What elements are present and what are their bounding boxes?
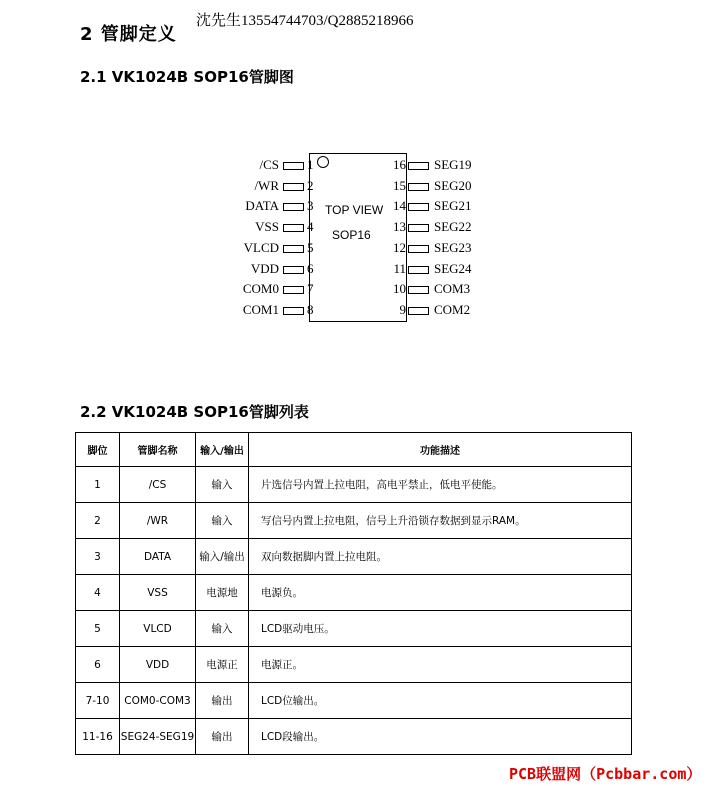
left-pin-number: 6 [307,260,314,276]
header-description: 功能描述 [249,433,632,467]
cell-pin-number: 1 [76,467,120,503]
cell-pin-name: COM0-COM3 [120,683,196,719]
cell-description: LCD驱动电压。 [249,611,632,647]
left-pin-name: /WR [254,177,279,193]
right-pin-number: 16 [393,157,406,172]
subheading-pin-diagram: 2.1 VK1024B SOP16管脚图 [80,68,294,86]
cell-pin-name: /WR [120,503,196,539]
watermark: PCB联盟网（Pcbbar.com） [509,765,702,783]
cell-pin-number: 6 [76,647,120,683]
cell-pin-number: 4 [76,575,120,611]
header-pin-name: 管脚名称 [120,433,196,467]
pin-table [75,432,632,755]
cell-io: 输出 [196,719,249,755]
right-pin-name: SEG20 [434,177,472,193]
left-pin-name: VDD [250,260,279,276]
table-row [76,719,632,755]
right-pin-name: SEG19 [434,157,472,172]
cell-description: LCD位输出。 [249,683,632,719]
cell-pin-number: 11-16 [76,719,120,755]
cell-description: 片选信号内置上拉电阻，高电平禁止，低电平使能。 [249,467,632,503]
left-pin-name: COM0 [242,281,279,297]
table-row [76,683,632,719]
right-pin-lead [408,162,429,170]
right-pin-name: COM3 [434,281,471,297]
chip-label-package: SOP16 [332,228,371,242]
table-row [76,611,632,647]
right-pin-lead [408,266,429,274]
cell-description: 电源负。 [249,575,632,611]
cell-pin-name: VSS [120,575,196,611]
pin1-marker [317,156,329,168]
header-pin-number: 脚位 [76,433,120,467]
right-pin-number: 10 [393,281,406,297]
table-header-row [76,433,632,467]
cell-description: LCD段输出。 [249,719,632,755]
cell-pin-name: VDD [120,647,196,683]
cell-description: 电源正。 [249,647,632,683]
right-pin-lead [408,183,429,191]
right-pin-name: SEG22 [434,219,472,235]
chip-label-top-view: TOP VIEW [325,203,384,217]
left-pin-name: VSS [255,219,279,235]
left-pin-number: 5 [307,239,314,255]
table-row [76,647,632,683]
subheading-pin-table: 2.2 VK1024B SOP16管脚列表 [80,403,309,421]
right-pin-number: 11 [393,260,406,276]
right-pin-number: 9 [399,301,406,317]
cell-pin-number: 3 [76,539,120,575]
left-pin-name: VLCD [243,239,279,255]
left-pin-lead [283,183,304,191]
cell-pin-number: 2 [76,503,120,539]
table-row [76,503,632,539]
section-heading: 2 管脚定义 [80,24,177,45]
right-pin-number: 13 [393,219,406,235]
left-pin-lead [283,286,304,294]
table-row [76,575,632,611]
cell-pin-name: SEG24-SEG19 [120,719,196,755]
right-pin-lead [408,286,429,294]
cell-io: 输入 [196,611,249,647]
right-pin-name: COM2 [434,301,471,317]
cell-io: 电源正 [196,647,249,683]
left-pin-number: 7 [307,281,314,297]
left-pin-number: 1 [307,157,314,172]
right-pin-lead [408,224,429,232]
right-pin-name: SEG21 [434,198,472,214]
left-pin-lead [283,203,304,211]
cell-io: 输入 [196,503,249,539]
left-pin-name: COM1 [242,301,279,317]
left-pin-number: 2 [307,177,314,193]
table-row [76,467,632,503]
left-pin-lead [283,224,304,232]
cell-io: 输出 [196,683,249,719]
right-pin-number: 15 [393,177,406,193]
cell-io: 输入/输出 [196,539,249,575]
right-pin-name: SEG24 [434,260,472,276]
left-pin-number: 8 [307,301,314,317]
left-pin-name: DATA [245,198,279,214]
cell-pin-name: DATA [120,539,196,575]
left-pin-lead [283,245,304,253]
left-pin-number: 3 [307,198,314,214]
cell-description: 双向数据脚内置上拉电阻。 [249,539,632,575]
right-pin-lead [408,307,429,315]
right-pin-lead [408,203,429,211]
left-pin-number: 4 [307,219,314,235]
right-pin-number: 12 [393,239,406,255]
right-pin-name: SEG23 [434,239,472,255]
left-pin-lead [283,162,304,170]
left-pin-lead [283,266,304,274]
contact-text: 沈先生13554744703/Q2885218966 [196,13,414,29]
cell-io: 电源地 [196,575,249,611]
right-pin-lead [408,245,429,253]
cell-pin-number: 5 [76,611,120,647]
right-pin-number: 14 [393,198,406,214]
left-pin-name: /CS [259,157,279,172]
cell-io: 输入 [196,467,249,503]
cell-pin-name: VLCD [120,611,196,647]
left-pin-lead [283,307,304,315]
cell-description: 写信号内置上拉电阻，信号上升沿锁存数据到显示RAM。 [249,503,632,539]
cell-pin-name: /CS [120,467,196,503]
cell-pin-number: 7-10 [76,683,120,719]
table-row [76,539,632,575]
header-io: 输入/输出 [196,433,249,467]
